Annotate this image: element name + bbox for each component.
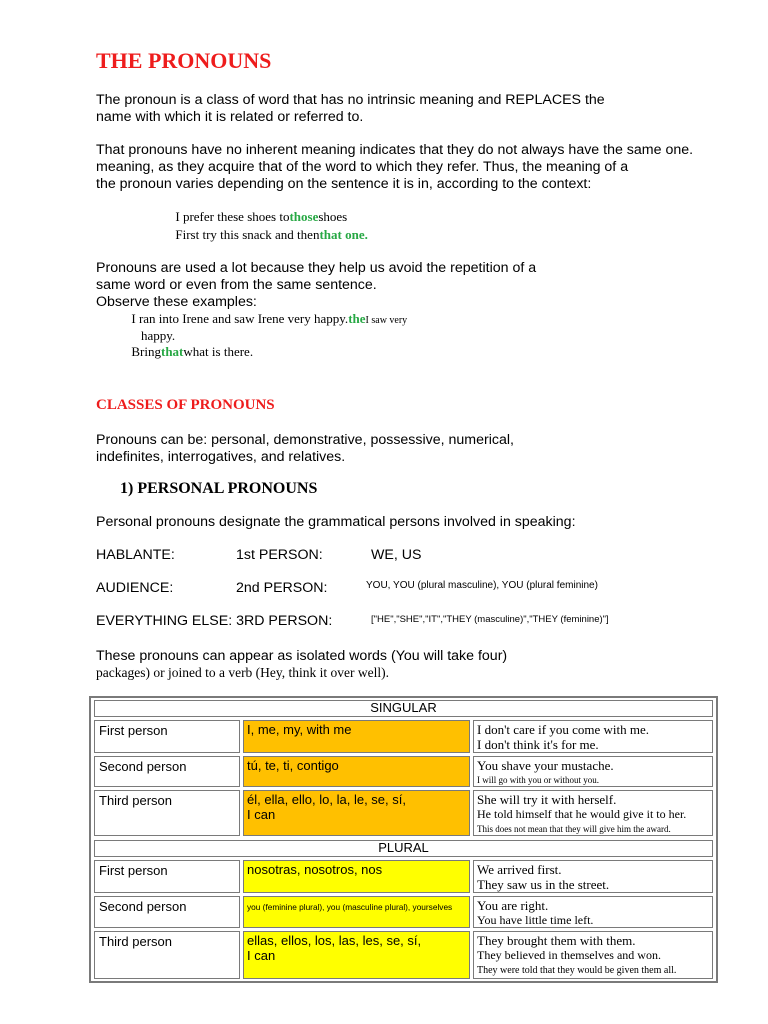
forms-text: nosotras, nosotros, nos <box>247 862 383 877</box>
highlight-word: the <box>334 311 353 326</box>
para2-line-3: the pronoun varies depending on the sentence it is in, according to the context: <box>96 176 592 192</box>
example-snack <box>162 227 368 243</box>
example-sentence: They were told that they would be given them all. <box>477 965 677 976</box>
example-sentence: They believed in themselves and won. <box>477 948 661 962</box>
example-sentence: This does not mean that they will give him the award. <box>477 824 671 834</box>
row-examples <box>473 931 713 979</box>
row-forms <box>243 860 470 893</box>
intro-line-2: name with which it is related or referred to. <box>96 109 364 125</box>
row-person: Third person <box>94 931 240 979</box>
intro-line-1: The pronoun is a class of word that has no intrinsic meaning and REPLACES the <box>96 92 605 108</box>
example-sentence: You have little time left. <box>477 913 594 927</box>
person-2-value: YOU, YOU (plural masculine), YOU (plural feminine) <box>366 580 598 591</box>
row-examples <box>473 860 713 893</box>
example-sentence: They saw us in the street. <box>477 877 610 892</box>
row-examples <box>473 896 713 928</box>
forms-text: I can <box>247 807 276 822</box>
row-person: Third person <box>94 790 240 836</box>
row-forms <box>243 931 470 979</box>
bullet-icon <box>118 311 128 326</box>
example-text: Bring <box>118 344 148 359</box>
row-examples <box>473 720 713 753</box>
person-1-label: HABLANTE: <box>96 547 175 563</box>
person-3-label: EVERYTHING ELSE: 3RD PERSON: <box>96 613 333 629</box>
person-2-person: 2nd PERSON: <box>236 580 328 596</box>
singular-header: SINGULAR <box>94 700 713 717</box>
para3-line-1: Pronouns are used a lot because they help us avoid the repetition of a <box>96 260 537 276</box>
row-examples <box>473 756 713 787</box>
example-irene <box>118 311 407 327</box>
example-text: shoes <box>304 209 334 224</box>
row-forms <box>243 896 470 928</box>
highlight-word: those <box>276 209 305 224</box>
example-sentence: I will go with you or without you. <box>477 775 599 785</box>
forms-text: I can <box>247 948 276 963</box>
para3-line-2: same word or even from the same sentence. <box>96 277 377 293</box>
forms-text: ellas, ellos, los, las, les, se, sí, <box>247 933 422 948</box>
personal-intro: Personal pronouns designate the grammatical persons involved in speaking: <box>96 514 576 530</box>
row-person: Second person <box>94 896 240 928</box>
person-1-person: 1st PERSON: <box>236 547 323 563</box>
plural-header: PLURAL <box>94 840 713 857</box>
person-3-value: ["HE","SHE","IT","THEY (masculine)","THEY (feminine)"] <box>371 614 609 625</box>
example-sentence: You are right. <box>477 898 549 913</box>
example-sentence: They brought them with them. <box>477 933 636 948</box>
person-2-label: AUDIENCE: <box>96 580 174 596</box>
bullet-icon <box>162 209 172 224</box>
example-text: First try this snack and then <box>162 227 307 242</box>
classes-line-1: Pronouns can be: personal, demonstrative, possessive, numerical, <box>96 432 514 448</box>
pronoun-table <box>89 696 718 983</box>
row-forms <box>243 790 470 836</box>
example-shoes <box>162 209 347 225</box>
classes-line-2: indefinites, interrogatives, and relatives. <box>96 449 346 465</box>
highlight-word: that <box>147 344 171 359</box>
classes-heading: CLASSES OF PRONOUNS <box>96 397 275 413</box>
example-sentence: You shave your mustache. <box>477 758 614 773</box>
example-sentence: She will try it with herself. <box>477 792 617 807</box>
isolated-line-1: These pronouns can appear as isolated words (You will take four) <box>96 648 508 664</box>
row-forms <box>243 720 470 753</box>
example-text: I prefer these shoes to <box>162 209 277 224</box>
row-person: Second person <box>94 756 240 787</box>
example-sentence: I don't care if you come with me. <box>477 722 650 737</box>
example-irene-cont: happy. <box>141 328 176 343</box>
isolated-line-2: packages) or joined to a verb (Hey, think it over well). <box>96 665 390 680</box>
example-sentence: I don't think it's for me. <box>477 737 599 752</box>
example-sentence: He told himself that he would give it to her. <box>477 807 687 821</box>
row-forms <box>243 756 470 787</box>
para3-line-3: Observe these examples: <box>96 294 257 310</box>
example-text: what is there. <box>170 344 240 359</box>
forms-text: I, me, my, with me <box>247 722 352 737</box>
row-examples <box>473 790 713 836</box>
example-bring <box>118 344 253 360</box>
row-person: First person <box>94 860 240 893</box>
example-sentence: We arrived first. <box>477 862 562 877</box>
para2-line-1: That pronouns have no inherent meaning indicates that they do not always have the same one. <box>96 142 694 158</box>
forms-text: you (feminine plural), you (masculine plural), yourselves <box>247 902 453 912</box>
forms-text: tú, te, ti, contigo <box>247 758 339 773</box>
para2-line-2: meaning, as they acquire that of the word to which they refer. Thus, the meaning of a <box>96 159 629 175</box>
bullet-icon <box>118 344 128 359</box>
forms-text: él, ella, ello, lo, la, le, se, sí, <box>247 792 406 807</box>
row-person: First person <box>94 720 240 753</box>
example-small-text: I saw very <box>352 315 394 326</box>
bullet-icon <box>162 227 172 242</box>
person-1-value: WE, US <box>371 547 422 563</box>
personal-heading: 1) PERSONAL PRONOUNS <box>120 480 318 497</box>
page-title: THE PRONOUNS <box>96 48 272 73</box>
highlight-word: that one. <box>306 227 355 242</box>
example-text: I ran into Irene and saw Irene very happy. <box>118 311 335 326</box>
